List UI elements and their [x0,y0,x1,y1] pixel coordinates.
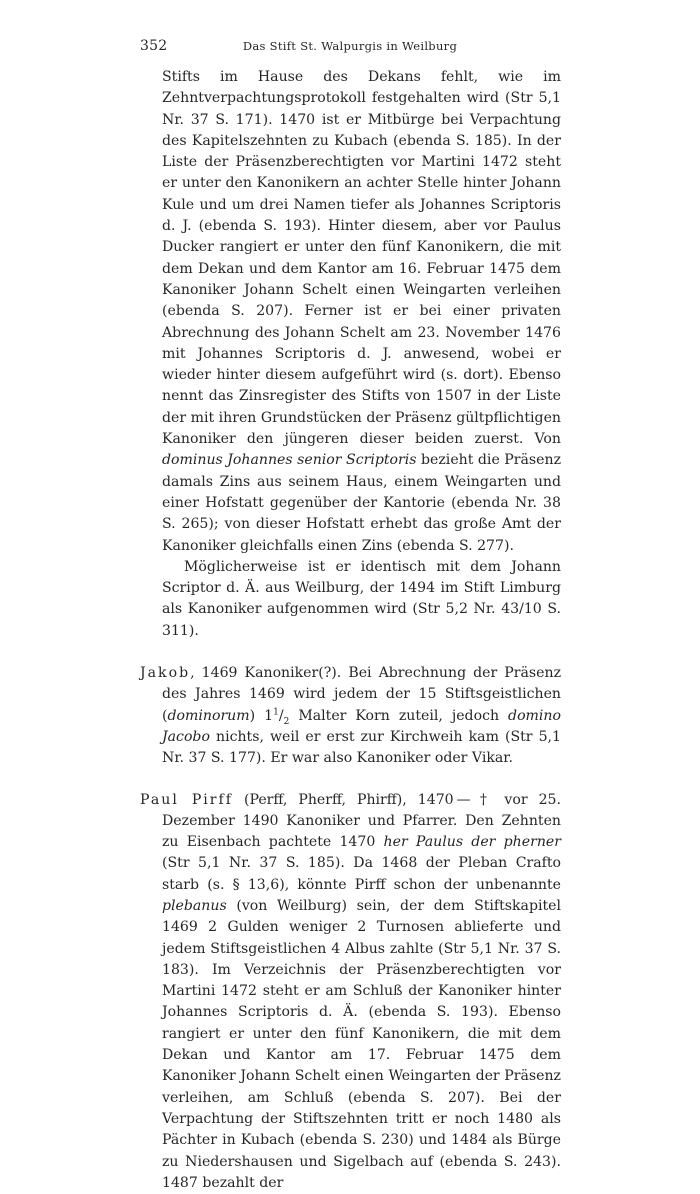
page-header [140,38,560,58]
entry-name-jakob: Jakob [140,665,190,681]
page-body [140,67,561,1194]
entry-paul-pirff: Paul Pirff (Perff, Pherff, Phirff), 1470 — † vor 25. Dezember 1490 Kanoniker und Pfarrer. Den Zehnten zu Eisenbach pachtete 1470 her Paulus der pherner (Str 5,1 Nr. 37 S. 185). Da 1468 der Pleban Crafto starb (s. § 13,6), könnte Pirff schon der unbenannte plebanus (von Weilburg) sein, der dem Stiftskapitel 1469 2 Gulden weniger 2 Turnosen ablieferte und jedem Stiftsgeistlichen 4 Albus zahlte (Str 5,1 Nr. 37 S. 183). Im Verzeichnis der Präsenzberechtigten vor Martini 1472 steht er am Schluß der Kanoniker hinter Johannes Scriptoris d. Ä. (ebenda S. 193). Ebenso rangiert er unter den fünf Kanonikern, die mit dem Dekan und Kantor am 17. Februar 1475 dem Kanoniker Johann Schelt einen Weingarten der Präsenz verleihen, am Schluß (ebenda S. 207). Bei der Verpachtung der Stiftszehnten tritt er noch 1480 als Pächter in Kubach (ebenda S. 230) und 1484 als Bürge zu Niedershausen und Sigelbach auf (ebenda S. 243). 1487 bezahlt der [140,790,561,1194]
entry-jakob: Jakob, 1469 Kanoniker(?). Bei Abrechnung der Präsenz des Jahres 1469 wird jedem der 15 Stiftsgeistlichen (dominorum) $1^1/_2$ Malter Korn zuteil, jedoch domino Jacobo nichts, weil er erst zur Kirchweih kam (Str 5,1 Nr. 37 S. 177). Er war also Kanoniker oder Vikar. [140,663,561,769]
running-head: Das Stift St. Walpurgis in Weilburg [140,39,560,53]
page-number: 352 [140,38,167,54]
paragraph-scriptoris-identity: Möglicherweise ist er identisch mit dem Johann Scriptor d. Ä. aus Weilburg, der 1494 im Stift Limburg als Kanoniker aufgenommen wird (Str 5,2 Nr. 43/10 S. 311). [140,557,561,642]
entry-name-paul-pirff: Paul Pirff [140,792,233,808]
paragraph-scriptoris-continued: Stifts im Hause des Dekans fehlt, wie im Zehntverpachtungsprotokoll festgehalten wird (Str 5,1 Nr. 37 S. 171). 1470 ist er Mitbürge bei Verpachtung des Kapitelszehnten zu Kubach (ebenda S. 185). In der Liste der Präsenzberechtigten vor Martini 1472 steht er unter den Kanonikern an achter Stelle hinter Johann Kule und um drei Namen tiefer als Johannes Scriptoris d. J. (ebenda S. 193). Hinter diesem, aber vor Paulus Ducker rangiert er unter den fünf Kanonikern, die mit dem Dekan und dem Kantor am 16. Februar 1475 dem Kanoniker Johann Schelt einen Weingarten verleihen (ebenda S. 207). Ferner ist er bei einer privaten Abrechnung des Johann Schelt am 23. November 1476 mit Johannes Scriptoris d. J. anwesend, wobei er wieder hinter diesem aufgeführt wird (s. dort). Ebenso nennt das Zinsregister des Stifts von 1507 in der Liste der mit ihren Grundstücken der Präsenz gültpflichtigen Kanoniker den jüngeren dieser beiden zuerst. Von dominus Johannes senior Scriptoris bezieht die Präsenz damals Zins aus seinem Haus, einem Weingarten und einer Hofstatt gegenüber der Kantorie (ebenda Nr. 38 S. 265); von dieser Hofstatt erhebt das große Amt der Kanoniker gleichfalls einen Zins (ebenda S. 277). [140,67,561,557]
